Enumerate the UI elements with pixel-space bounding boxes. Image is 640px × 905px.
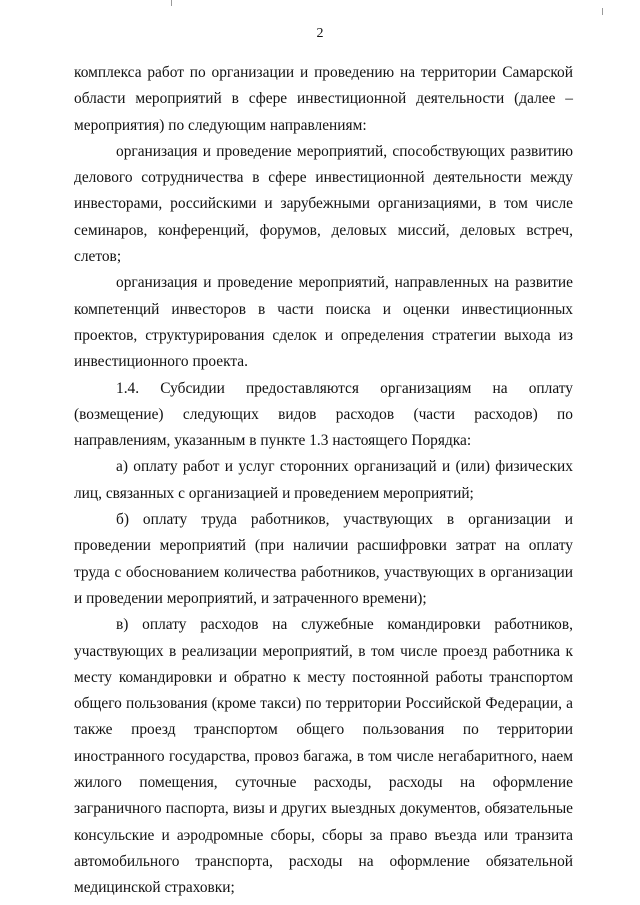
- document-body: [74, 60, 573, 902]
- paragraph-clause-1-4: 1.4. Субсидии предоставляются организациям на оплату (возмещение) следующих видов расходов (части расходов) по направлениям, указанным в пункте 1.3 настоящего Порядка:: [74, 379, 573, 450]
- paragraph-item-v: в) оплату расходов на служебные командировки работников, участвующих в реализации мероприятий, в том числе проезд работника к месту командировки и обратно к месту постоянной работы транспортом общего пользования (кроме такси) по территории Российской Федерации, а также проезд транспортом общего пользования по территории иностранного государства, провоз багажа, в том числе негабаритного, наем жилого помещения, суточные расходы, расходы на оформление заграничного паспорта, визы и других выездных документов, обязательные консульские и аэродромные сборы, сборы за право въезда или транзита автомобильного транспорта, расходы на оформление обязательной медицинской страховки;: [74, 616, 573, 897]
- scan-artifact-right: [602, 8, 603, 15]
- page-number: 2: [316, 26, 324, 41]
- paragraph-direction-competencies: организация и проведение мероприятий, направленных на развитие компетенций инвесторов в части поиска и оценки инвестиционных проектов, структурирования сделок и определения стратегии выхода из инвестиционного проекта.: [74, 274, 573, 371]
- scan-artifact-top: [171, 0, 172, 6]
- paragraph-direction-cooperation: организация и проведение мероприятий, способствующих развитию делового сотрудничества в сфере инвестиционной деятельности между инвесторами, российскими и зарубежными организациями, в том числе семинаров, конференций, форумов, деловых миссий, деловых встреч, слетов;: [74, 142, 573, 266]
- paragraph-continuation: комплекса работ по организации и проведению на территории Самарской области мероприятий в сфере инвестиционной деятельности (далее – мероприятия) по следующим направлениям:: [74, 64, 573, 134]
- paragraph-item-b: б) оплату труда работников, участвующих в организации и проведении мероприятий (при наличии расшифровки затрат на оплату труда с обоснованием количества работников, участвующих в организации и проведении мероприятий, и затраченного времени);: [74, 511, 573, 607]
- paragraph-item-a: а) оплату работ и услуг сторонних организаций и (или) физических лиц, связанных с организацией и проведением мероприятий;: [74, 458, 573, 502]
